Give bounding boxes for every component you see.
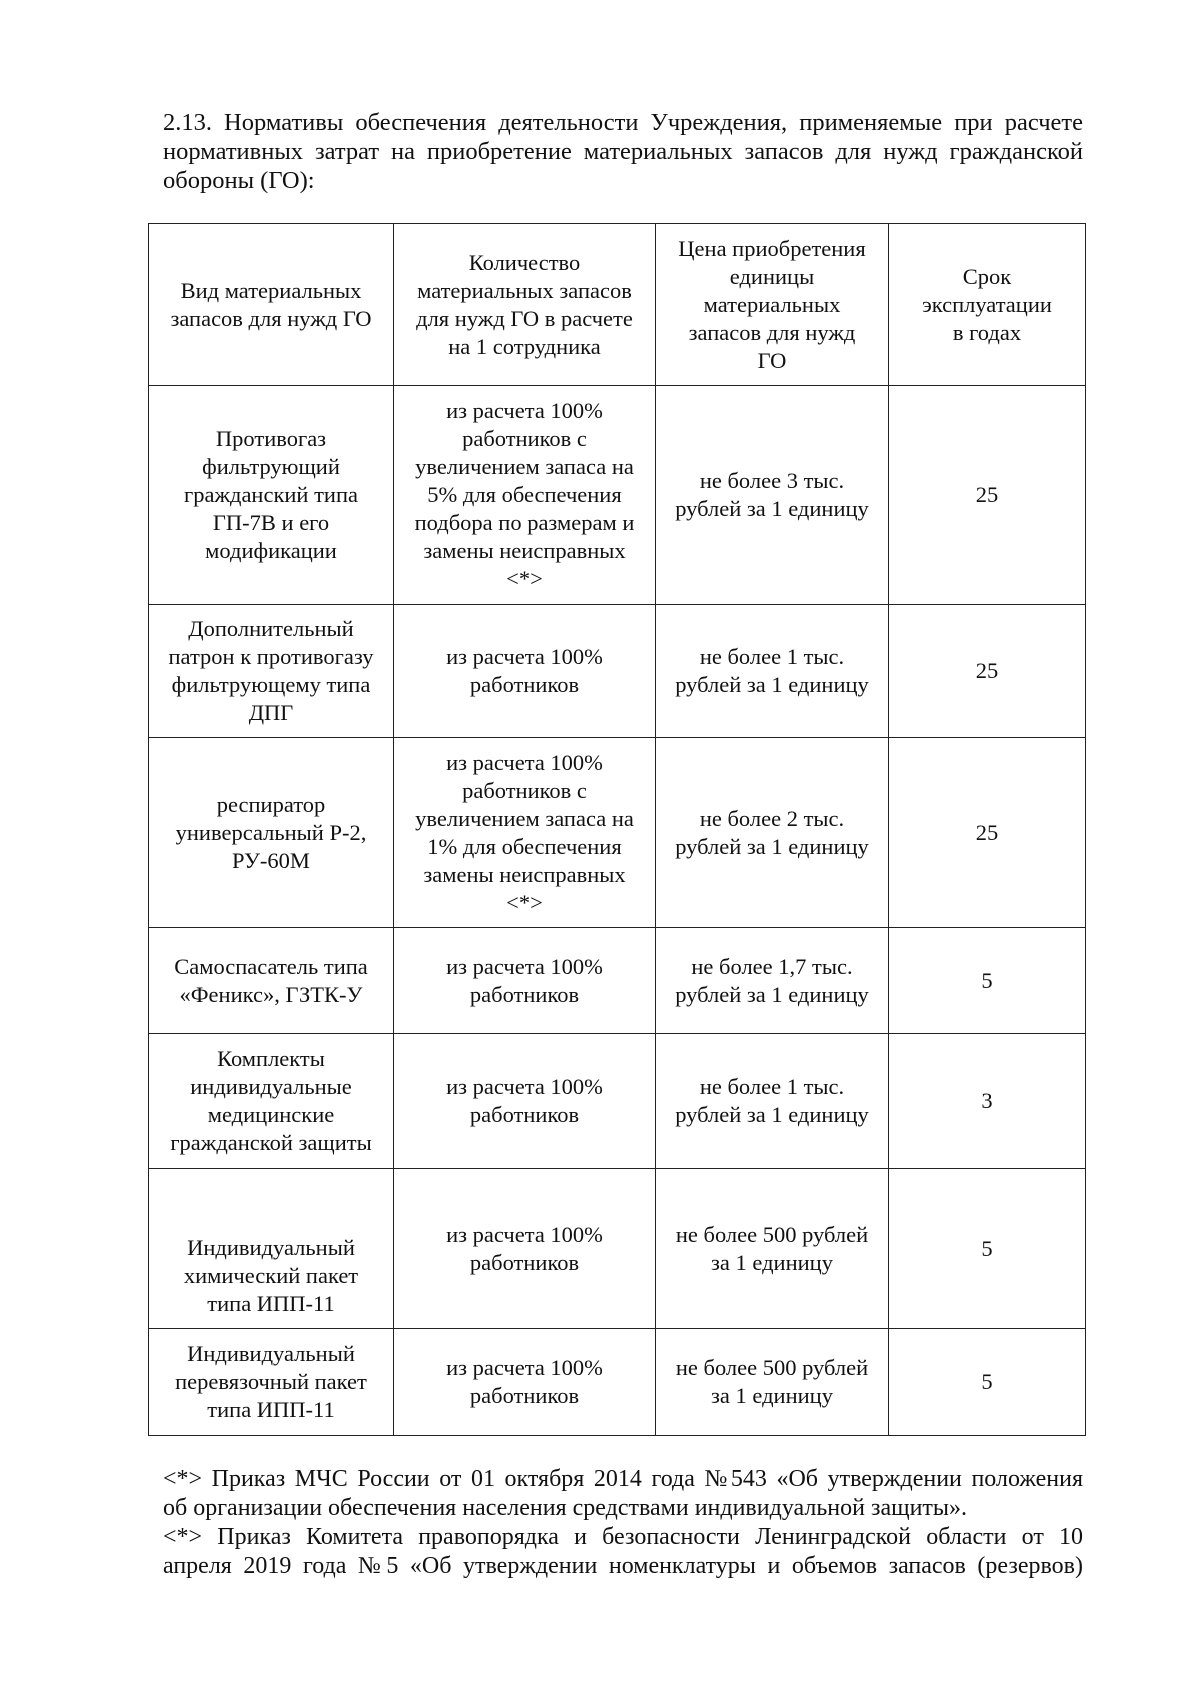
cell-price: не более 3 тыс. рублей за 1 единицу <box>656 386 889 605</box>
cell-quantity: из расчета 100% работников <box>394 928 656 1034</box>
footnote-1 <box>163 1465 1083 1523</box>
cell-item: Комплекты индивидуальные медицинские гражданской защиты <box>149 1034 394 1169</box>
header-item-type: Вид материальных запасов для нужд ГО <box>149 224 394 386</box>
cell-term: 5 <box>889 1169 1086 1329</box>
cell-item: Индивидуальный перевязочный пакет типа ИПП-11 <box>149 1329 394 1436</box>
table-row <box>149 1034 1086 1169</box>
footnote-2-line-1: <*> Приказ Комитета правопорядка и безопасности Ленинградской области от 10 <box>163 1524 1083 1550</box>
cell-item: Противогаз фильтрующий гражданский типа ГП-7В и его модификации <box>149 386 394 605</box>
cell-item: респиратор универсальный Р-2, РУ-60М <box>149 738 394 928</box>
cell-term: 5 <box>889 1329 1086 1436</box>
footnote-1-line-2: об организации обеспечения населения средствами индивидуальной защиты». <box>163 1495 968 1521</box>
footnote-2-line-2: апреля 2019 года №5 «Об утверждении номенклатуры и объемов запасов (резервов) <box>163 1553 1083 1579</box>
cell-quantity: из расчета 100% работников с увеличением запаса на 1% для обеспечения замены неисправных <*> <box>394 738 656 928</box>
cell-item: Индивидуальный химический пакет типа ИПП-11 <box>149 1169 394 1329</box>
cell-item: Дополнительный патрон к противогазу фильтрующему типа ДПГ <box>149 605 394 738</box>
footnotes <box>163 1465 1083 1581</box>
cell-item: Самоспасатель типа «Феникс», ГЗТК-У <box>149 928 394 1034</box>
cell-term: 3 <box>889 1034 1086 1169</box>
heading-line-3: обороны (ГО): <box>163 167 315 194</box>
norms-table <box>148 223 1086 1436</box>
footnote-2 <box>163 1523 1083 1581</box>
cell-quantity: из расчета 100% работников <box>394 1329 656 1436</box>
heading-line-1: 2.13. Нормативы обеспечения деятельности Учреждения, применяемые при расчете <box>163 109 1083 136</box>
table-row <box>149 1329 1086 1436</box>
footnote-1-line-1: <*> Приказ МЧС России от 01 октября 2014 года №543 «Об утверждении положения <box>163 1466 1083 1492</box>
header-quantity: Количество материальных запасов для нужд ГО в расчете на 1 сотрудника <box>394 224 656 386</box>
header-price: Цена приобретения единицы материальных запасов для нужд ГО <box>656 224 889 386</box>
cell-price: не более 500 рублей за 1 единицу <box>656 1329 889 1436</box>
cell-quantity: из расчета 100% работников <box>394 605 656 738</box>
section-heading <box>163 108 1083 195</box>
cell-price: не более 1 тыс. рублей за 1 единицу <box>656 605 889 738</box>
table-row <box>149 1169 1086 1329</box>
cell-price: не более 1,7 тыс. рублей за 1 единицу <box>656 928 889 1034</box>
cell-price: не более 1 тыс. рублей за 1 единицу <box>656 1034 889 1169</box>
table-row <box>149 928 1086 1034</box>
table-row <box>149 605 1086 738</box>
cell-price: не более 2 тыс. рублей за 1 единицу <box>656 738 889 928</box>
header-service-life: Срок эксплуатации в годах <box>889 224 1086 386</box>
cell-term: 25 <box>889 738 1086 928</box>
table-row <box>149 738 1086 928</box>
cell-quantity: из расчета 100% работников с увеличением запаса на 5% для обеспечения подбора по размерам и замены неисправных <*> <box>394 386 656 605</box>
cell-quantity: из расчета 100% работников <box>394 1034 656 1169</box>
table-header-row <box>149 224 1086 386</box>
cell-term: 25 <box>889 386 1086 605</box>
heading-line-2: нормативных затрат на приобретение материальных запасов для нужд гражданской <box>163 138 1083 165</box>
cell-term: 5 <box>889 928 1086 1034</box>
cell-quantity: из расчета 100% работников <box>394 1169 656 1329</box>
cell-term: 25 <box>889 605 1086 738</box>
table-row <box>149 386 1086 605</box>
cell-price: не более 500 рублей за 1 единицу <box>656 1169 889 1329</box>
